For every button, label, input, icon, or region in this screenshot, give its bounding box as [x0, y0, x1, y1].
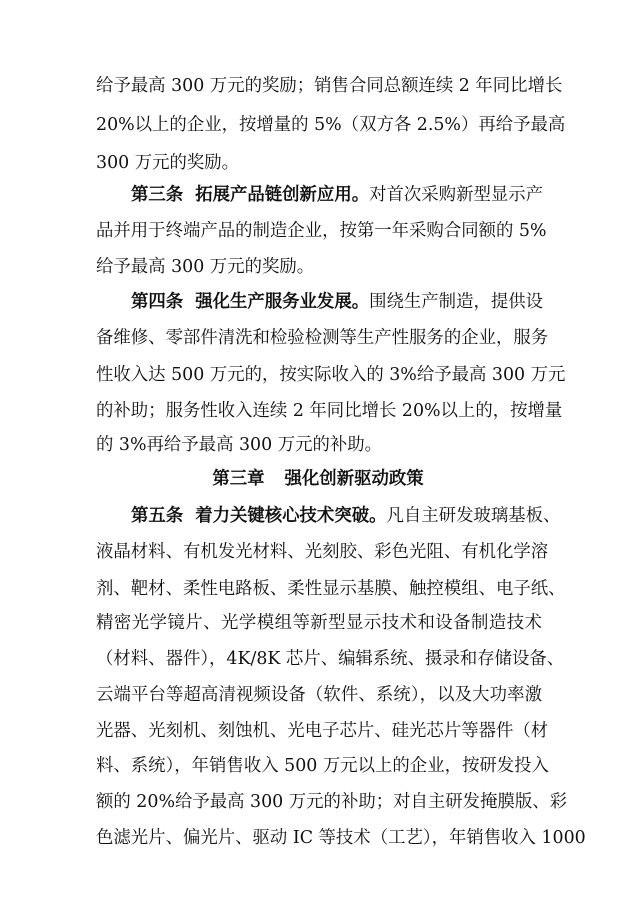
text-line: 料、系统），年销售收入 500 万元以上的企业，按研发投入: [96, 756, 549, 776]
text-line: 精密光学镜片、光学模组等新型显示技术和设备制造技术: [96, 613, 542, 633]
article-number: 第三条: [131, 185, 184, 205]
text-line: 的 3%再给予最高 300 万元的补助。: [96, 435, 383, 455]
article-text: 对首次采购新型显示产: [369, 185, 544, 205]
text-line: 额的 20%给予最高 300 万元的补助；对自主研发掩膜版、彩: [96, 792, 568, 812]
article-4-first-line: [131, 289, 542, 315]
article-number: 第四条: [131, 292, 184, 312]
article-title: 拓展产品链创新应用。: [195, 185, 370, 205]
text-line: 光器、光刻机、刻蚀机、光电子芯片、硅光芯片等器件（材: [96, 721, 549, 741]
article-number: 第五条: [131, 506, 184, 526]
article-title: 着力关键核心技术突破。: [195, 506, 387, 526]
text-line: 20%以上的企业，按增量的 5%（双方各 2.5%）再给予最高: [96, 115, 566, 135]
article-title: 强化生产服务业发展。: [195, 292, 370, 312]
text-line: 300 万元的奖励。: [96, 153, 240, 173]
text-line: 备维修、零部件清洗和检验检测等生产性服务的企业，服务: [96, 328, 549, 348]
chapter-heading: [0, 466, 636, 492]
text-line: 品并用于终端产品的制造企业，按第一年采购合同额的 5%: [96, 221, 547, 241]
text-line: 云端平台等超高清视频设备（软件、系统），以及大功率激: [96, 685, 542, 705]
text-line: 给予最高 300 万元的奖励；销售合同总额连续 2 年同比增长: [96, 76, 563, 96]
article-text: 围绕生产制造，提供设: [369, 292, 544, 312]
text-line: 液晶材料、有机发光材料、光刻胶、彩色光阻、有机化学溶: [96, 542, 549, 562]
text-line: 性收入达 500 万元的，按实际收入的 3%给予最高 300 万元: [96, 365, 566, 385]
article-3-first-line: [131, 182, 542, 208]
article-5-first-line: [131, 503, 561, 529]
chapter-title: 强化创新驱动政策: [284, 469, 424, 489]
text-line: （材料、器件），4K/8K 芯片、编辑系统、摄录和存储设备、: [96, 649, 565, 669]
article-text: 凡自主研发玻璃基板、: [386, 506, 561, 526]
text-line: 给予最高 300 万元的奖励。: [96, 257, 315, 277]
chapter-number: 第三章: [212, 469, 265, 489]
text-line: 色滤光片、偏光片、驱动 IC 等技术（工艺），年销售收入 1000: [96, 828, 586, 848]
text-line: 剂、靶材、柔性电路板、柔性显示基膜、触控模组、电子纸、: [96, 579, 566, 599]
text-line: 的补助；服务性收入连续 2 年同比增长 20%以上的，按增量: [96, 401, 563, 421]
